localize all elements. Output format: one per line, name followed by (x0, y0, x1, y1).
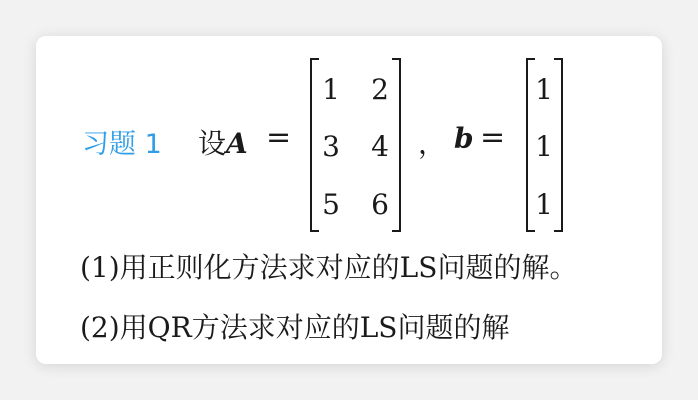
problem-card (36, 36, 662, 364)
vector-b-cell: 1 (535, 130, 553, 163)
vector-b-cell: 1 (535, 73, 553, 106)
vector-b-cell: 1 (535, 188, 553, 221)
matrix-a-cell: 4 (371, 130, 389, 163)
matrix-symbol: A (226, 127, 248, 160)
matrix-a-cell: 3 (322, 130, 340, 163)
matrix-a-right-bracket (392, 58, 401, 232)
intro-text: 设 (198, 127, 227, 160)
question-2: (2)用QR方法求对应的LS问题的解 (80, 311, 510, 344)
problem-intro (198, 122, 248, 162)
vector-b-right-bracket (554, 58, 563, 232)
equals-sign-a: = (266, 120, 292, 155)
question-1: (1)用正则化方法求对应的LS问题的解。 (80, 251, 578, 284)
matrix-a-cell: 2 (371, 73, 389, 106)
exercise-label: 习题 1 (82, 129, 162, 160)
matrix-a-cell: 5 (322, 188, 340, 221)
separator-comma: ， (418, 127, 447, 160)
vector-symbol: b (454, 122, 474, 155)
matrix-a-cell: 1 (322, 73, 340, 106)
matrix-a-cell: 6 (371, 188, 389, 221)
equals-sign-b: = (480, 120, 506, 155)
